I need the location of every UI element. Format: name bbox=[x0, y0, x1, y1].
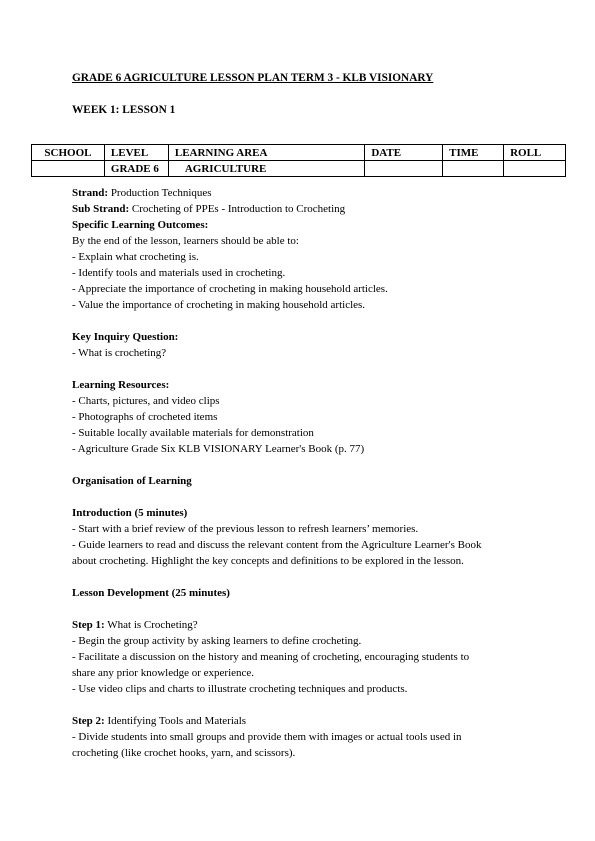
inquiry-heading: Key Inquiry Question: bbox=[72, 331, 179, 343]
cell-level: GRADE 6 bbox=[104, 161, 168, 177]
lesson-info-table bbox=[31, 144, 566, 177]
list-item: - Photographs of crocheted items bbox=[72, 411, 218, 423]
list-item: - Value the importance of crocheting in making household articles. bbox=[72, 299, 366, 311]
step1-line: share any prior knowledge or experience. bbox=[72, 667, 255, 679]
step1-line: - Facilitate a discussion on the history and meaning of crocheting, encouraging students to bbox=[72, 651, 470, 663]
header-learning-area: LEARNING AREA bbox=[168, 145, 365, 161]
step2-title: Identifying Tools and Materials bbox=[107, 715, 247, 727]
step1-title-line bbox=[72, 617, 542, 633]
resources-heading: Learning Resources: bbox=[72, 379, 170, 391]
introduction-line: - Start with a brief review of the previous lesson to refresh learners’ memories. bbox=[72, 523, 419, 535]
step2-label: Step 2: bbox=[72, 715, 105, 727]
list-item: - Explain what crocheting is. bbox=[72, 251, 199, 263]
header-school: SCHOOL bbox=[32, 145, 105, 161]
list-item: - Charts, pictures, and video clips bbox=[72, 395, 220, 407]
development-heading: Lesson Development (25 minutes) bbox=[72, 587, 230, 599]
header-roll: ROLL bbox=[504, 145, 566, 161]
outcomes-heading: Specific Learning Outcomes: bbox=[72, 219, 209, 231]
strand-label: Strand: bbox=[72, 187, 109, 199]
sub-strand-line bbox=[72, 201, 542, 217]
step1-line: - Begin the group activity by asking learners to define crocheting. bbox=[72, 635, 362, 647]
introduction-line: - Guide learners to read and discuss the relevant content from the Agriculture Learner's Book bbox=[72, 539, 482, 551]
lesson-content bbox=[72, 185, 542, 761]
header-level: LEVEL bbox=[104, 145, 168, 161]
list-item: - Identify tools and materials used in crocheting. bbox=[72, 267, 286, 279]
list-item: - Suitable locally available materials for demonstration bbox=[72, 427, 314, 439]
list-item: - Appreciate the importance of crocheting in making household articles. bbox=[72, 283, 388, 295]
week-lesson-heading: WEEK 1: LESSON 1 bbox=[72, 104, 176, 116]
outcomes-intro: By the end of the lesson, learners should be able to: bbox=[72, 235, 299, 247]
cell-time bbox=[443, 161, 504, 177]
step1-title: What is Crocheting? bbox=[107, 619, 198, 631]
list-item: - What is crocheting? bbox=[72, 347, 167, 359]
table-header-row bbox=[32, 145, 566, 161]
step2-line: - Divide students into small groups and provide them with images or actual tools used in bbox=[72, 731, 462, 743]
list-item: - Agriculture Grade Six KLB VISIONARY Learner's Book (p. 77) bbox=[72, 443, 365, 455]
introduction-heading: Introduction (5 minutes) bbox=[72, 507, 188, 519]
cell-school bbox=[32, 161, 105, 177]
introduction-line: about crocheting. Highlight the key concepts and definitions to be explored in the lesson. bbox=[72, 555, 464, 567]
sub-strand-label: Sub Strand: bbox=[72, 203, 130, 215]
strand-value: Production Techniques bbox=[110, 187, 212, 199]
header-date: DATE bbox=[365, 145, 443, 161]
cell-learning-area: AGRICULTURE bbox=[168, 161, 365, 177]
step2-title-line bbox=[72, 713, 542, 729]
cell-roll bbox=[504, 161, 566, 177]
strand-line bbox=[72, 185, 542, 201]
step1-label: Step 1: bbox=[72, 619, 105, 631]
organisation-heading: Organisation of Learning bbox=[72, 475, 192, 487]
table-row bbox=[32, 161, 566, 177]
step1-line: - Use video clips and charts to illustrate crocheting techniques and products. bbox=[72, 683, 408, 695]
sub-strand-value: Crocheting of PPEs - Introduction to Crocheting bbox=[131, 203, 346, 215]
document-title: GRADE 6 AGRICULTURE LESSON PLAN TERM 3 - KLB VISIONARY bbox=[72, 72, 434, 84]
step2-line: crocheting (like crochet hooks, yarn, and scissors). bbox=[72, 747, 296, 759]
cell-date bbox=[365, 161, 443, 177]
header-time: TIME bbox=[443, 145, 504, 161]
